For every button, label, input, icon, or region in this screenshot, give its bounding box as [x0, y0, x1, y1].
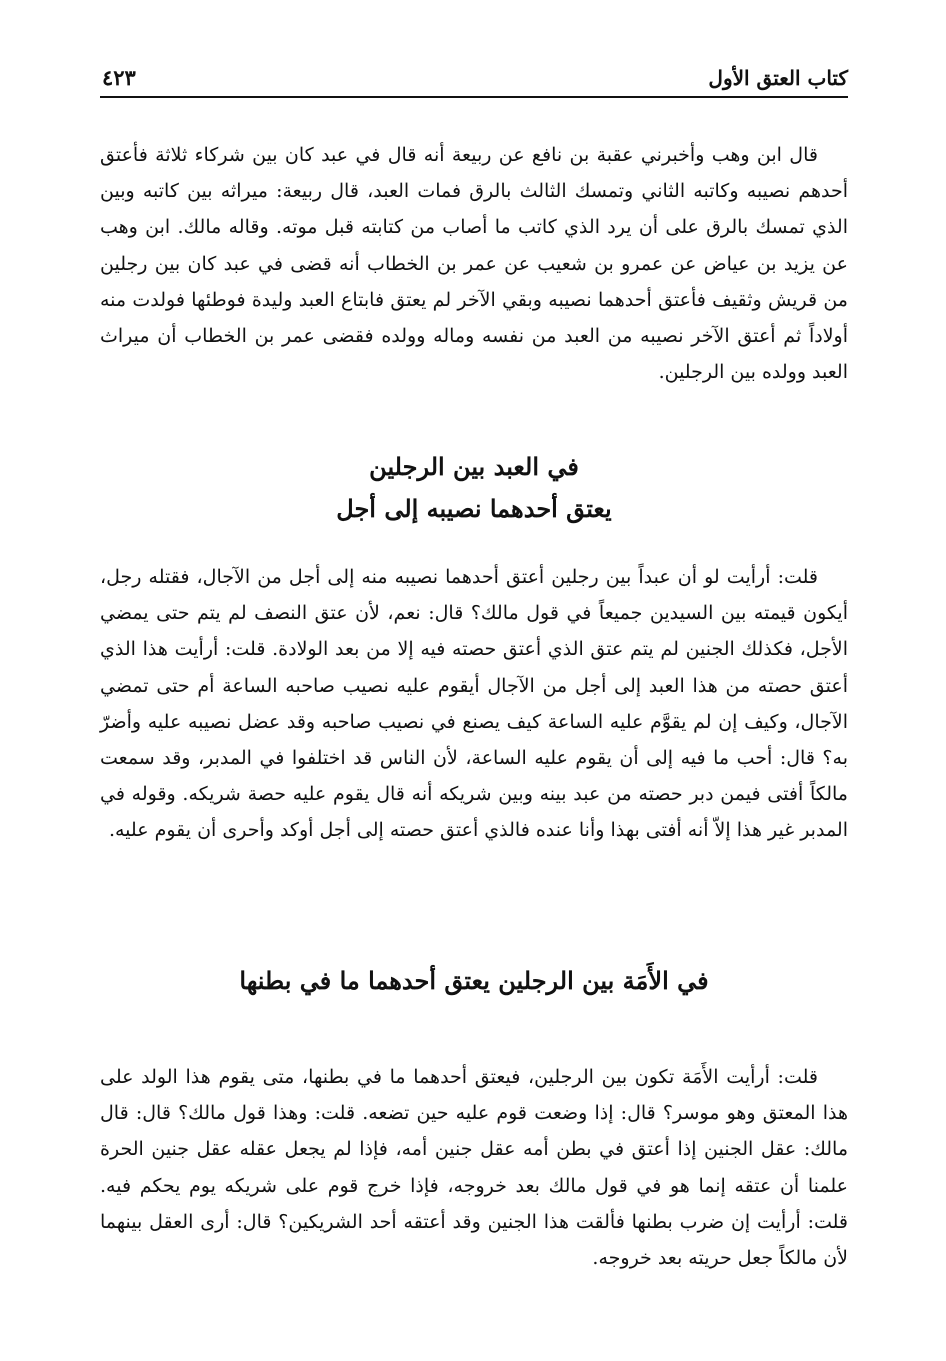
book-title: كتاب العتق الأول — [708, 66, 848, 90]
section-paragraph-slave-between-two-men: قلت: أرأيت لو أن عبداً بين رجلين أعتق أحدهما نصيبه منه إلى أجل من الآجال، فقتله رجل، أيكون قيمته بين السيدين جميعاً في قول مالك؟ قال: نعم، لأن عتق النصف لم يتم حتى يمضي الأجل، فكذلك الجنين لم يتم عتق الذي أعتق حصته فيه إلا من بعد الولادة. قلت: أرأيت هذا الذي أعتق حصته من هذا العبد إلى أجل من الآجال أيقوم عليه نصيب صاحبه الساعة أم حتى تمضي الآجال، وكيف إن لم يقوَّم عليه الساعة كيف يصنع في نصيب صاحبه وقد عضل نصيبه عليه وأضرّ به؟ قال: أحب ما فيه إلى أن يقوم عليه الساعة، لأن الناس قد اختلفوا في المدبر، وقد سمعت مالكاً أفتى فيمن دبر حصته من عبد بينه وبين شريكه أنه قال يقوم عليه حصة شريكه. وقوله في المدبر غير هذا إلاّ أنه أفتى بهذا وأنا عنده فالذي أعتق حصته إلى أجل أوكد وأحرى أن يقوم عليه. — [100, 566, 848, 842]
section-heading-line-1: في العبد بين الرجلين — [369, 452, 579, 481]
section-heading-slave-woman-between-two-men: في الأَمَة بين الرجلين يعتق أحدهما ما في بطنها — [239, 966, 709, 995]
running-header — [100, 56, 848, 98]
section-heading-line-2: يعتق أحدهما نصيبه إلى أجل — [336, 494, 612, 523]
page-number: ٤٢٣ — [102, 65, 136, 90]
section-heading-slave-between-two-men — [100, 446, 848, 530]
opening-paragraph: قال ابن وهب وأخبرني عقبة بن نافع عن ربيعة أنه قال في عبد كان بين شركاء ثلاثة فأعتق أحدهم نصيبه وكاتبه الثاني وتمسك الثالث بالرق فمات العبد، قال ربيعة: ميراثه بين كاتبه وبين الذي تمسك بالرق على أن يرد الذي كاتب ما أصاب من كتابته قبل موته. وقاله مالك. ابن وهب عن يزيد بن عياض عن عمرو بن شعيب عن عمر بن الخطاب أنه قضى في عبد كان بين رجلين من قريش وثقيف فأعتق أحدهما نصيبه وبقي الآخر لم يعتق فابتاع العبد وليدة فوطئها فولدت منه أولاداً ثم أعتق الآخر نصيبه من العبد من نفسه وماله وولده فقضى عمر بن الخطاب أن ميراث العبد وولده بين الرجلين. — [100, 144, 848, 384]
section-paragraph-slave-woman-between-two-men: قلت: أرأيت الأَمَة تكون بين الرجلين، فيعتق أحدهما ما في بطنها، متى يقوم هذا الولد على هذا المعتق وهو موسر؟ قال: إذا وضعت قوم عليه حين تضعه. قلت: وهذا قول مالك؟ قال: قال مالك: عقل الجنين إذا أعتق في بطن أمه عقل جنين أمه، فإذا لم يجعل عقله عقل جنين الحرة علمنا أن عتقه إنما هو في قول مالك بعد خروجه، فإذا خرج قوم على شريكه يوم يحكم فيه. قلت: أرأيت إن ضرب بطنها فألقت هذا الجنين وقد أعتقه أحد الشريكين؟ قال: أرى العقل بينهما لأن مالكاً جعل حريته بعد خروجه. — [100, 1066, 848, 1270]
